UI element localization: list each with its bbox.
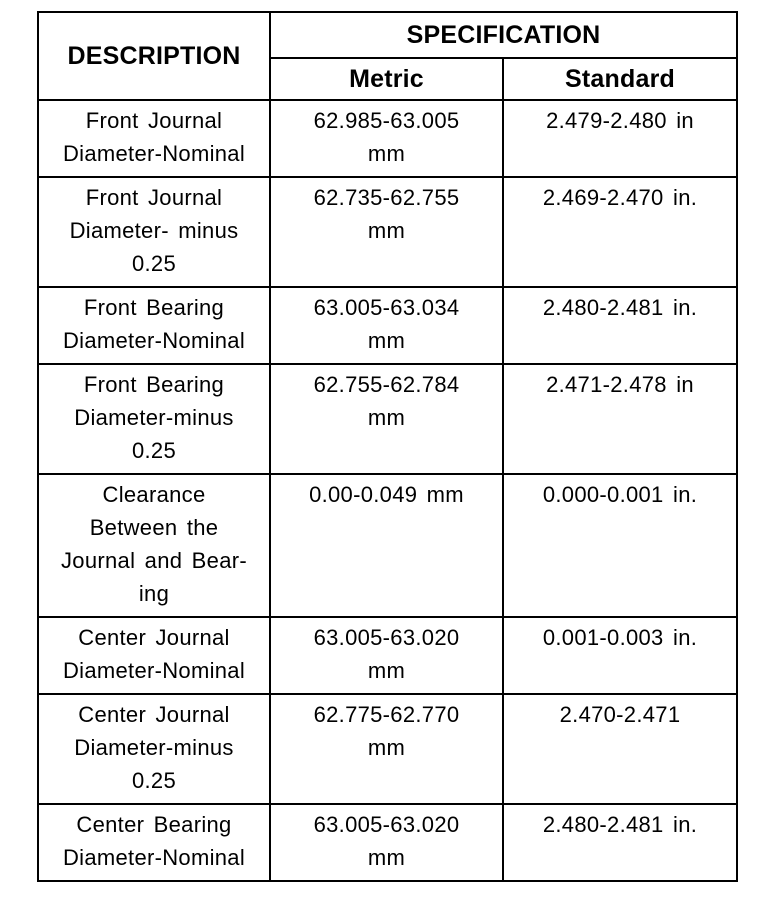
description-cell [38, 177, 270, 287]
standard-text-line: 2.471-2.478 in [546, 372, 694, 397]
metric-text-line: mm [367, 405, 406, 430]
table-row [38, 694, 737, 804]
standard-cell [503, 694, 737, 804]
standard-text-line: 2.469-2.470 in. [542, 185, 698, 210]
metric-text-line: 62.735-62.755 [313, 185, 460, 210]
table-row [38, 100, 737, 177]
standard-text-line: 2.480-2.481 in. [542, 812, 698, 837]
description-cell [38, 804, 270, 881]
description-cell [38, 694, 270, 804]
table-row [38, 364, 737, 474]
standard-cell [503, 100, 737, 177]
description-text-line: Journal and Bear- [61, 548, 247, 573]
description-text-line: Diameter-Nominal [62, 328, 246, 353]
metric-text-line: mm [367, 328, 406, 353]
specification-table [37, 11, 738, 882]
table-row [38, 804, 737, 881]
standard-cell [503, 364, 737, 474]
metric-cell [270, 617, 503, 694]
standard-cell [503, 804, 737, 881]
metric-cell [270, 287, 503, 364]
description-text-line: Center Journal [78, 625, 230, 650]
description-text-line: 0.25 [131, 251, 177, 276]
description-text-line: Center Journal [78, 702, 230, 727]
metric-text-line: 62.985-63.005 [313, 108, 460, 133]
metric-cell [270, 694, 503, 804]
description-cell [38, 364, 270, 474]
standard-cell [503, 617, 737, 694]
description-text-line: Front Bearing [83, 372, 225, 397]
table-row [38, 617, 737, 694]
metric-cell [270, 804, 503, 881]
metric-header: Metric [270, 58, 503, 100]
table-row [38, 474, 737, 617]
description-text-line: Diameter-Nominal [62, 141, 246, 166]
description-cell [38, 287, 270, 364]
metric-text-line: 0.00-0.049 mm [309, 482, 464, 507]
metric-cell [270, 364, 503, 474]
description-text-line: Diameter-minus [74, 405, 234, 430]
standard-header: Standard [503, 58, 737, 100]
table-row [38, 287, 737, 364]
standard-cell [503, 177, 737, 287]
metric-text-line: mm [367, 735, 406, 760]
description-text-line: Between the [89, 515, 219, 540]
description-text-line: 0.25 [131, 438, 177, 463]
header-row [38, 12, 737, 58]
standard-text-line: 2.480-2.481 in. [542, 295, 698, 320]
table-row [38, 177, 737, 287]
description-text-line: Front Journal [85, 108, 223, 133]
standard-cell [503, 474, 737, 617]
standard-text-line: 2.470-2.471 [559, 702, 681, 727]
description-text-line: Diameter-Nominal [62, 845, 246, 870]
specification-header: SPECIFICATION [270, 12, 737, 58]
table-header [38, 12, 737, 100]
description-text-line: Center Bearing [76, 812, 232, 837]
description-cell [38, 474, 270, 617]
metric-cell [270, 474, 503, 617]
standard-text-line: 0.000-0.001 in. [542, 482, 698, 507]
description-text-line: ing [138, 581, 170, 606]
metric-text-line: mm [367, 218, 406, 243]
description-text-line: Front Journal [85, 185, 223, 210]
metric-text-line: 63.005-63.020 [313, 812, 460, 837]
description-text-line: Front Bearing [83, 295, 225, 320]
table-body [38, 100, 737, 881]
metric-text-line: mm [367, 845, 406, 870]
standard-text-line: 2.479-2.480 in [546, 108, 694, 133]
description-text-line: Diameter-Nominal [62, 658, 246, 683]
metric-text-line: 63.005-63.034 [313, 295, 460, 320]
description-cell [38, 100, 270, 177]
standard-text-line: 0.001-0.003 in. [542, 625, 698, 650]
description-cell [38, 617, 270, 694]
metric-text-line: 63.005-63.020 [313, 625, 460, 650]
description-text-line: Diameter- minus [69, 218, 239, 243]
metric-text-line: 62.755-62.784 [313, 372, 460, 397]
description-text-line: Diameter-minus [74, 735, 234, 760]
description-header: DESCRIPTION [38, 12, 270, 100]
metric-text-line: mm [367, 658, 406, 683]
description-text-line: Clearance [102, 482, 206, 507]
metric-cell [270, 177, 503, 287]
standard-cell [503, 287, 737, 364]
metric-text-line: mm [367, 141, 406, 166]
metric-text-line: 62.775-62.770 [313, 702, 460, 727]
description-text-line: 0.25 [131, 768, 177, 793]
metric-cell [270, 100, 503, 177]
